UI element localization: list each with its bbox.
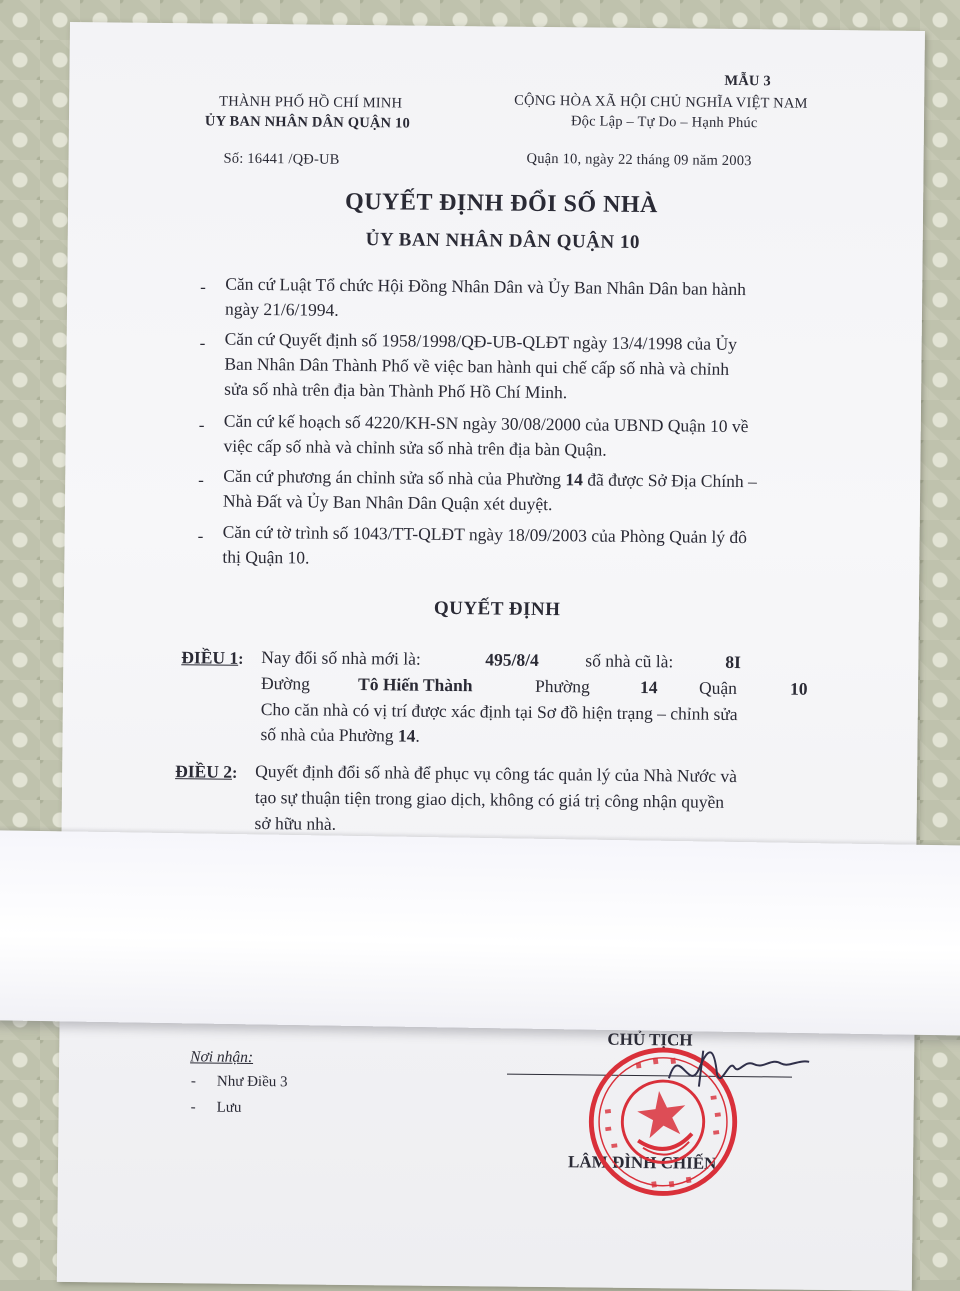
article-1-label: ĐIỀU 1 — [181, 647, 239, 668]
article-1-text: số nhà của Phường — [260, 724, 394, 746]
document-title: QUYẾT ĐỊNH ĐỔI SỐ NHÀ — [344, 188, 659, 219]
recipient-item: Như Điều 3 — [216, 1073, 288, 1091]
basis-text: Căn cứ phương án chỉnh sửa số nhà của Phường — [223, 465, 562, 490]
basis-line: việc cấp số nhà và chỉnh sửa số nhà trên địa bàn Quận. — [223, 435, 607, 460]
district-label: Quận — [698, 677, 738, 699]
document-page — [57, 22, 925, 1291]
old-number-prefix: số nhà cũ là: — [585, 650, 674, 672]
basis-line — [223, 466, 757, 493]
period: . — [415, 725, 420, 746]
article-colon: : — [231, 764, 238, 782]
ward-label: Phường — [534, 675, 590, 697]
ward-number: 14 — [397, 725, 416, 746]
article-label — [181, 647, 243, 669]
ward-number: 14 — [565, 469, 584, 490]
handwritten-signature-icon — [659, 1038, 820, 1100]
national-motto: Độc Lập – Tự Do – Hạnh Phúc — [570, 113, 758, 132]
committee-name: ỦY BAN NHÂN DÂN QUẬN 10 — [204, 113, 411, 132]
basis-line: Căn cứ Quyết định số 1958/1998/QĐ-UB-QLĐT ngày 13/4/1998 của Ủy — [224, 328, 738, 355]
basis-line: Ban Nhân Dân Thành Phố về việc ban hành qui chế cấp số nhà và chỉnh — [224, 353, 730, 379]
article-label — [175, 761, 237, 783]
new-house-number: 495/8/4 — [485, 649, 539, 670]
basis-line: thị Quận 10. — [222, 546, 310, 568]
old-house-number: 8I — [725, 651, 742, 673]
basis-line: Căn cứ Luật Tổ chức Hội Đồng Nhân Dân và Ủy Ban Nhân Dân ban hành — [225, 273, 747, 300]
form-label: MẪU 3 — [724, 72, 772, 90]
document-subtitle: ỦY BAN NHÂN DÂN QUẬN 10 — [365, 229, 640, 253]
district-value: 10 — [789, 678, 808, 699]
recipients-label: Nơi nhận: — [190, 1048, 254, 1066]
city-name: THÀNH PHỐ HỒ CHÍ MINH — [219, 93, 403, 112]
basis-line: ngày 21/6/1994. — [224, 298, 339, 320]
bullet-dash: - — [200, 277, 207, 297]
folded-paper-flap — [0, 830, 960, 1036]
new-number-prefix: Nay đổi số nhà mới là: — [261, 647, 421, 669]
basis-line: Căn cứ tờ trình số 1043/TT-QLĐT ngày 18/09/2003 của Phòng Quản lý đô — [222, 521, 747, 548]
article-2-line: tạo sự thuận tiện trong giao dịch, không có giá trị công nhận quyền — [254, 786, 725, 812]
bullet-dash: - — [198, 470, 204, 490]
article-2-line: sở hữu nhà. — [254, 812, 337, 834]
republic-name: CỘNG HÒA XÃ HỘI CHỦ NGHĨA VIỆT NAM — [514, 92, 808, 112]
signer-name: LÂM ĐÌNH CHIẾN — [567, 1152, 717, 1173]
bullet-dash: - — [190, 1099, 196, 1116]
basis-line: Nhà Đất và Ủy Ban Nhân Dân Quận xét duyệt. — [222, 490, 553, 515]
basis-line: sửa số nhà trên địa bàn Thành Phố Hồ Chí Minh. — [224, 378, 568, 403]
bullet-dash: - — [190, 1073, 196, 1090]
basis-text: đã được Sở Địa Chính – — [587, 469, 757, 492]
street-name: Tô Hiến Thành — [357, 674, 473, 696]
issue-date: Quận 10, ngày 22 tháng 09 năm 2003 — [526, 150, 752, 170]
article-1-line — [260, 724, 419, 747]
bullet-dash: - — [198, 415, 205, 435]
chairman-title: CHỦ TỊCH — [607, 1029, 693, 1050]
recipient-item: Lưu — [216, 1099, 242, 1116]
basis-line: Căn cứ kế hoạch số 4220/KH-SN ngày 30/08/2000 của UBND Quận 10 về — [223, 410, 749, 437]
bullet-dash: - — [199, 333, 206, 353]
bullet-dash: - — [197, 526, 204, 546]
article-2-line: Quyết định đổi số nhà để phục vụ công tác quản lý của Nhà Nước và — [255, 760, 738, 787]
decision-heading: QUYẾT ĐỊNH — [433, 597, 561, 621]
street-label: Đường — [260, 673, 311, 694]
document-number: Số: 16441 /QĐ-UB — [223, 150, 340, 168]
article-1-line: Cho căn nhà có vị trí được xác định tại Sơ đồ hiện trạng – chỉnh sửa — [260, 699, 738, 725]
article-2-label: ĐIỀU 2 — [175, 761, 233, 782]
article-colon: : — [238, 650, 244, 668]
ward-value: 14 — [639, 677, 658, 698]
